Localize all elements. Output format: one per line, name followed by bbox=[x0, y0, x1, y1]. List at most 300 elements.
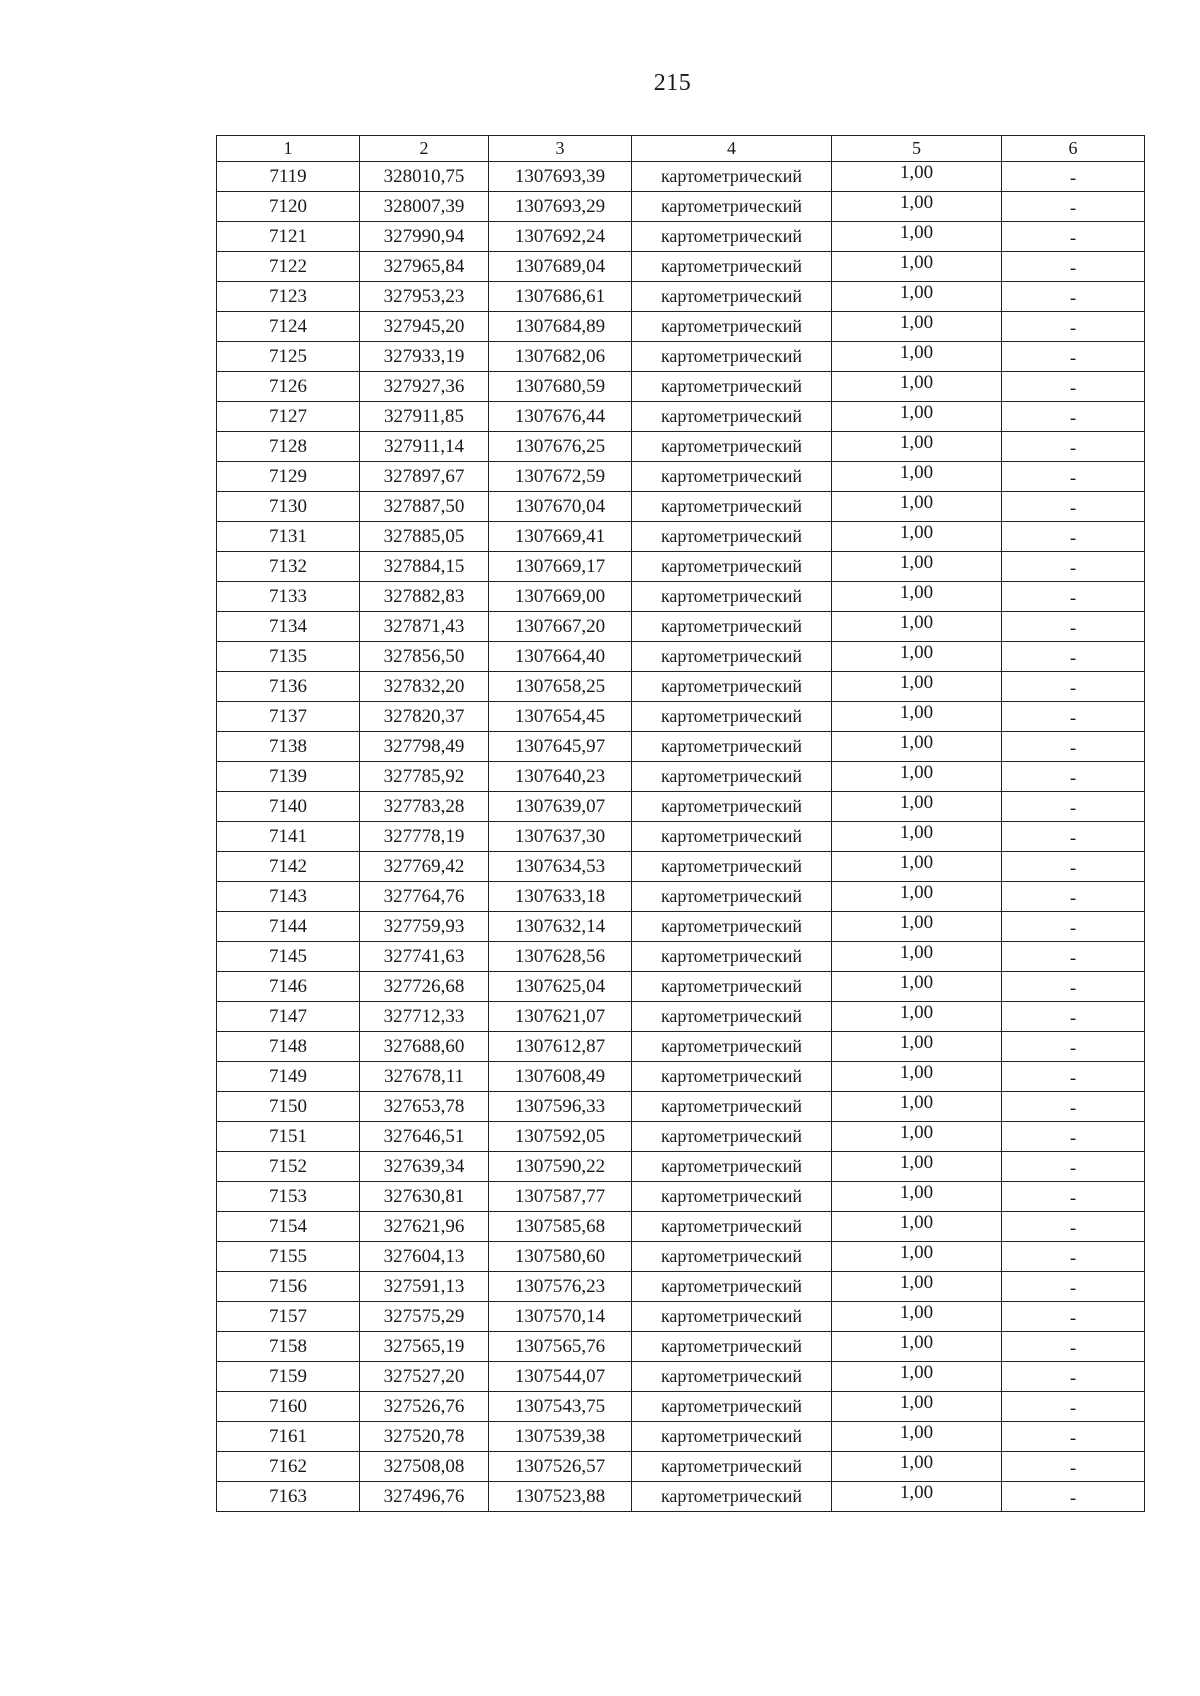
method-cell-text: картометрический bbox=[660, 796, 803, 816]
x-coordinate-cell-text: 327832,20 bbox=[383, 675, 465, 697]
table-row bbox=[217, 1452, 1145, 1482]
point-number-cell bbox=[217, 342, 360, 372]
y-coordinate-cell-text: 1307689,04 bbox=[514, 255, 606, 277]
note-cell bbox=[1002, 402, 1145, 432]
table-row bbox=[217, 402, 1145, 432]
point-number-cell-text: 7125 bbox=[269, 345, 307, 367]
point-number-cell-text: 7161 bbox=[269, 1425, 307, 1447]
method-cell bbox=[632, 1092, 832, 1122]
y-coordinate-cell-text: 1307625,04 bbox=[514, 975, 606, 997]
table-row bbox=[217, 1272, 1145, 1302]
table-header bbox=[217, 136, 1145, 162]
x-coordinate-cell bbox=[360, 1302, 489, 1332]
x-coordinate-cell bbox=[360, 642, 489, 672]
point-number-cell bbox=[217, 762, 360, 792]
method-cell-text: картометрический bbox=[660, 1486, 803, 1506]
table-row bbox=[217, 1332, 1145, 1362]
point-number-cell bbox=[217, 1482, 360, 1512]
accuracy-cell-text: 1,00 bbox=[899, 1451, 934, 1473]
x-coordinate-cell-text: 327630,81 bbox=[383, 1185, 465, 1207]
x-coordinate-cell-text: 327653,78 bbox=[383, 1095, 465, 1117]
accuracy-cell-text: 1,00 bbox=[899, 1211, 934, 1233]
x-coordinate-cell-text: 327759,93 bbox=[383, 915, 465, 937]
table-row bbox=[217, 342, 1145, 372]
table-row bbox=[217, 822, 1145, 852]
accuracy-cell bbox=[832, 282, 1002, 312]
y-coordinate-cell-text: 1307670,04 bbox=[514, 495, 606, 517]
point-number-cell bbox=[217, 1212, 360, 1242]
note-cell bbox=[1002, 702, 1145, 732]
x-coordinate-cell-text: 327526,76 bbox=[383, 1395, 465, 1417]
accuracy-cell bbox=[832, 1152, 1002, 1182]
y-coordinate-cell bbox=[489, 1242, 632, 1272]
note-cell-text: - bbox=[1069, 977, 1077, 999]
table-row bbox=[217, 492, 1145, 522]
method-cell bbox=[632, 612, 832, 642]
accuracy-cell-text: 1,00 bbox=[899, 371, 934, 393]
method-cell-text: картометрический bbox=[660, 766, 803, 786]
y-coordinate-cell-text: 1307672,59 bbox=[514, 465, 606, 487]
accuracy-cell-text: 1,00 bbox=[899, 1301, 934, 1323]
point-number-cell-text: 7150 bbox=[269, 1095, 307, 1117]
method-cell bbox=[632, 642, 832, 672]
y-coordinate-cell bbox=[489, 282, 632, 312]
table-row bbox=[217, 1422, 1145, 1452]
accuracy-cell-text: 1,00 bbox=[899, 791, 934, 813]
point-number-cell-text: 7163 bbox=[269, 1485, 307, 1507]
point-number-cell-text: 7123 bbox=[269, 285, 307, 307]
note-cell bbox=[1002, 462, 1145, 492]
y-coordinate-cell-text: 1307686,61 bbox=[514, 285, 606, 307]
point-number-cell bbox=[217, 1452, 360, 1482]
method-cell bbox=[632, 1422, 832, 1452]
accuracy-cell-text: 1,00 bbox=[899, 941, 934, 963]
table-row bbox=[217, 1482, 1145, 1512]
method-cell-text: картометрический bbox=[660, 826, 803, 846]
x-coordinate-cell-text: 327882,83 bbox=[383, 585, 465, 607]
note-cell bbox=[1002, 1392, 1145, 1422]
y-coordinate-cell bbox=[489, 1122, 632, 1152]
accuracy-cell bbox=[832, 612, 1002, 642]
point-number-cell bbox=[217, 1152, 360, 1182]
note-cell bbox=[1002, 1182, 1145, 1212]
note-cell bbox=[1002, 492, 1145, 522]
note-cell bbox=[1002, 282, 1145, 312]
x-coordinate-cell-text: 327778,19 bbox=[383, 825, 465, 847]
note-cell-text: - bbox=[1069, 797, 1077, 819]
point-number-cell bbox=[217, 1092, 360, 1122]
point-number-cell bbox=[217, 912, 360, 942]
table-row bbox=[217, 462, 1145, 492]
accuracy-cell bbox=[832, 642, 1002, 672]
x-coordinate-cell bbox=[360, 552, 489, 582]
table-row bbox=[217, 942, 1145, 972]
method-cell-text: картометрический bbox=[660, 436, 803, 456]
point-number-cell bbox=[217, 672, 360, 702]
x-coordinate-cell bbox=[360, 882, 489, 912]
point-number-cell-text: 7156 bbox=[269, 1275, 307, 1297]
table-row bbox=[217, 762, 1145, 792]
y-coordinate-cell bbox=[489, 372, 632, 402]
y-coordinate-cell-text: 1307628,56 bbox=[514, 945, 606, 967]
point-number-cell-text: 7157 bbox=[269, 1305, 307, 1327]
note-cell bbox=[1002, 1332, 1145, 1362]
column-header-3: 3 bbox=[489, 136, 632, 162]
accuracy-cell bbox=[832, 432, 1002, 462]
x-coordinate-cell-text: 327527,20 bbox=[383, 1365, 465, 1387]
y-coordinate-cell-text: 1307565,76 bbox=[514, 1335, 606, 1357]
y-coordinate-cell-text: 1307523,88 bbox=[514, 1485, 606, 1507]
x-coordinate-cell-text: 327769,42 bbox=[383, 855, 465, 877]
point-number-cell-text: 7160 bbox=[269, 1395, 307, 1417]
y-coordinate-cell-text: 1307585,68 bbox=[514, 1215, 606, 1237]
x-coordinate-cell-text: 327798,49 bbox=[383, 735, 465, 757]
note-cell bbox=[1002, 342, 1145, 372]
point-number-cell-text: 7143 bbox=[269, 885, 307, 907]
point-number-cell bbox=[217, 702, 360, 732]
method-cell-text: картометрический bbox=[660, 346, 803, 366]
method-cell bbox=[632, 252, 832, 282]
accuracy-cell bbox=[832, 402, 1002, 432]
y-coordinate-cell bbox=[489, 492, 632, 522]
x-coordinate-cell bbox=[360, 822, 489, 852]
table-row bbox=[217, 1302, 1145, 1332]
y-coordinate-cell-text: 1307544,07 bbox=[514, 1365, 606, 1387]
table-row bbox=[217, 642, 1145, 672]
point-number-cell bbox=[217, 642, 360, 672]
note-cell-text: - bbox=[1069, 887, 1077, 909]
x-coordinate-cell bbox=[360, 1122, 489, 1152]
method-cell bbox=[632, 1362, 832, 1392]
y-coordinate-cell-text: 1307526,57 bbox=[514, 1455, 606, 1477]
y-coordinate-cell bbox=[489, 252, 632, 282]
x-coordinate-cell bbox=[360, 1032, 489, 1062]
note-cell-text: - bbox=[1069, 1427, 1077, 1449]
table-row bbox=[217, 972, 1145, 1002]
method-cell bbox=[632, 582, 832, 612]
point-number-cell-text: 7128 bbox=[269, 435, 307, 457]
point-number-cell bbox=[217, 822, 360, 852]
note-cell bbox=[1002, 372, 1145, 402]
point-number-cell-text: 7151 bbox=[269, 1125, 307, 1147]
note-cell-text: - bbox=[1069, 257, 1077, 279]
point-number-cell bbox=[217, 372, 360, 402]
accuracy-cell bbox=[832, 1362, 1002, 1392]
y-coordinate-cell bbox=[489, 1092, 632, 1122]
x-coordinate-cell-text: 327764,76 bbox=[383, 885, 465, 907]
table-row bbox=[217, 882, 1145, 912]
x-coordinate-cell bbox=[360, 162, 489, 192]
point-number-cell bbox=[217, 252, 360, 282]
accuracy-cell bbox=[832, 1002, 1002, 1032]
note-cell-text: - bbox=[1069, 647, 1077, 669]
point-number-cell bbox=[217, 552, 360, 582]
point-number-cell-text: 7148 bbox=[269, 1035, 307, 1057]
x-coordinate-cell bbox=[360, 432, 489, 462]
note-cell bbox=[1002, 552, 1145, 582]
note-cell bbox=[1002, 1452, 1145, 1482]
method-cell-text: картометрический bbox=[660, 1036, 803, 1056]
point-number-cell-text: 7132 bbox=[269, 555, 307, 577]
method-cell bbox=[632, 492, 832, 522]
x-coordinate-cell bbox=[360, 222, 489, 252]
point-number-cell-text: 7152 bbox=[269, 1155, 307, 1177]
method-cell bbox=[632, 852, 832, 882]
point-number-cell bbox=[217, 222, 360, 252]
accuracy-cell-text: 1,00 bbox=[899, 221, 934, 243]
y-coordinate-cell bbox=[489, 1422, 632, 1452]
y-coordinate-cell bbox=[489, 222, 632, 252]
table-row bbox=[217, 732, 1145, 762]
note-cell-text: - bbox=[1069, 467, 1077, 489]
note-cell-text: - bbox=[1069, 347, 1077, 369]
note-cell bbox=[1002, 192, 1145, 222]
y-coordinate-cell bbox=[489, 1452, 632, 1482]
accuracy-cell-text: 1,00 bbox=[899, 1001, 934, 1023]
table-row bbox=[217, 282, 1145, 312]
y-coordinate-cell-text: 1307621,07 bbox=[514, 1005, 606, 1027]
method-cell bbox=[632, 1272, 832, 1302]
x-coordinate-cell-text: 327508,08 bbox=[383, 1455, 465, 1477]
method-cell bbox=[632, 432, 832, 462]
column-header-2: 2 bbox=[360, 136, 489, 162]
accuracy-cell bbox=[832, 582, 1002, 612]
note-cell-text: - bbox=[1069, 167, 1077, 189]
point-number-cell-text: 7135 bbox=[269, 645, 307, 667]
accuracy-cell-text: 1,00 bbox=[899, 971, 934, 993]
y-coordinate-cell-text: 1307669,17 bbox=[514, 555, 606, 577]
x-coordinate-cell bbox=[360, 582, 489, 612]
note-cell-text: - bbox=[1069, 587, 1077, 609]
x-coordinate-cell-text: 327887,50 bbox=[383, 495, 465, 517]
method-cell-text: картометрический bbox=[660, 1126, 803, 1146]
y-coordinate-cell bbox=[489, 192, 632, 222]
y-coordinate-cell bbox=[489, 972, 632, 1002]
point-number-cell bbox=[217, 192, 360, 222]
note-cell bbox=[1002, 432, 1145, 462]
method-cell bbox=[632, 522, 832, 552]
note-cell bbox=[1002, 1062, 1145, 1092]
accuracy-cell bbox=[832, 522, 1002, 552]
x-coordinate-cell bbox=[360, 972, 489, 1002]
note-cell-text: - bbox=[1069, 497, 1077, 519]
point-number-cell bbox=[217, 1032, 360, 1062]
accuracy-cell bbox=[832, 702, 1002, 732]
accuracy-cell bbox=[832, 552, 1002, 582]
method-cell-text: картометрический bbox=[660, 1186, 803, 1206]
table-row bbox=[217, 1242, 1145, 1272]
method-cell-text: картометрический bbox=[660, 856, 803, 876]
accuracy-cell-text: 1,00 bbox=[899, 251, 934, 273]
note-cell-text: - bbox=[1069, 917, 1077, 939]
note-cell-text: - bbox=[1069, 1247, 1077, 1269]
x-coordinate-cell-text: 327520,78 bbox=[383, 1425, 465, 1447]
method-cell bbox=[632, 372, 832, 402]
method-cell-text: картометрический bbox=[660, 706, 803, 726]
x-coordinate-cell-text: 327953,23 bbox=[383, 285, 465, 307]
note-cell bbox=[1002, 1002, 1145, 1032]
point-number-cell-text: 7154 bbox=[269, 1215, 307, 1237]
y-coordinate-cell-text: 1307669,41 bbox=[514, 525, 606, 547]
method-cell-text: картометрический bbox=[660, 1426, 803, 1446]
accuracy-cell bbox=[832, 1032, 1002, 1062]
note-cell-text: - bbox=[1069, 827, 1077, 849]
x-coordinate-cell-text: 327621,96 bbox=[383, 1215, 465, 1237]
point-number-cell-text: 7124 bbox=[269, 315, 307, 337]
x-coordinate-cell-text: 327820,37 bbox=[383, 705, 465, 727]
y-coordinate-cell-text: 1307682,06 bbox=[514, 345, 606, 367]
y-coordinate-cell-text: 1307676,25 bbox=[514, 435, 606, 457]
point-number-cell-text: 7127 bbox=[269, 405, 307, 427]
method-cell-text: картометрический bbox=[660, 586, 803, 606]
method-cell bbox=[632, 1122, 832, 1152]
accuracy-cell-text: 1,00 bbox=[899, 521, 934, 543]
point-number-cell-text: 7136 bbox=[269, 675, 307, 697]
y-coordinate-cell-text: 1307693,39 bbox=[514, 165, 606, 187]
accuracy-cell bbox=[832, 732, 1002, 762]
note-cell bbox=[1002, 1362, 1145, 1392]
x-coordinate-cell-text: 327591,13 bbox=[383, 1275, 465, 1297]
table-row bbox=[217, 1362, 1145, 1392]
y-coordinate-cell bbox=[489, 462, 632, 492]
point-number-cell bbox=[217, 1332, 360, 1362]
table-row bbox=[217, 1182, 1145, 1212]
y-coordinate-cell-text: 1307634,53 bbox=[514, 855, 606, 877]
y-coordinate-cell-text: 1307590,22 bbox=[514, 1155, 606, 1177]
note-cell-text: - bbox=[1069, 1217, 1077, 1239]
y-coordinate-cell-text: 1307637,30 bbox=[514, 825, 606, 847]
x-coordinate-cell bbox=[360, 282, 489, 312]
accuracy-cell-text: 1,00 bbox=[899, 641, 934, 663]
y-coordinate-cell bbox=[489, 1152, 632, 1182]
note-cell bbox=[1002, 852, 1145, 882]
note-cell-text: - bbox=[1069, 1367, 1077, 1389]
method-cell-text: картометрический bbox=[660, 1276, 803, 1296]
x-coordinate-cell-text: 327575,29 bbox=[383, 1305, 465, 1327]
x-coordinate-cell bbox=[360, 342, 489, 372]
method-cell-text: картометрический bbox=[660, 916, 803, 936]
table-row bbox=[217, 1212, 1145, 1242]
table-row bbox=[217, 252, 1145, 282]
method-cell-text: картометрический bbox=[660, 616, 803, 636]
page-number: 215 bbox=[653, 70, 692, 96]
table-row bbox=[217, 702, 1145, 732]
x-coordinate-cell-text: 327604,13 bbox=[383, 1245, 465, 1267]
table-row bbox=[217, 1002, 1145, 1032]
x-coordinate-cell bbox=[360, 792, 489, 822]
table-row bbox=[217, 852, 1145, 882]
method-cell-text: картометрический bbox=[660, 526, 803, 546]
method-cell bbox=[632, 402, 832, 432]
y-coordinate-cell bbox=[489, 732, 632, 762]
accuracy-cell bbox=[832, 1422, 1002, 1452]
x-coordinate-cell bbox=[360, 1152, 489, 1182]
y-coordinate-cell bbox=[489, 612, 632, 642]
accuracy-cell-text: 1,00 bbox=[899, 551, 934, 573]
column-header-5: 5 bbox=[832, 136, 1002, 162]
x-coordinate-cell-text: 327884,15 bbox=[383, 555, 465, 577]
note-cell bbox=[1002, 1212, 1145, 1242]
method-cell bbox=[632, 882, 832, 912]
note-cell-text: - bbox=[1069, 1157, 1077, 1179]
table-row bbox=[217, 912, 1145, 942]
note-cell-text: - bbox=[1069, 1397, 1077, 1419]
accuracy-cell bbox=[832, 1122, 1002, 1152]
table-row bbox=[217, 222, 1145, 252]
y-coordinate-cell-text: 1307612,87 bbox=[514, 1035, 606, 1057]
y-coordinate-cell bbox=[489, 1182, 632, 1212]
method-cell-text: картометрический bbox=[660, 1456, 803, 1476]
method-cell-text: картометрический bbox=[660, 1366, 803, 1386]
method-cell bbox=[632, 912, 832, 942]
method-cell-text: картометрический bbox=[660, 646, 803, 666]
point-number-cell bbox=[217, 162, 360, 192]
table-row bbox=[217, 372, 1145, 402]
note-cell-text: - bbox=[1069, 707, 1077, 729]
x-coordinate-cell bbox=[360, 1452, 489, 1482]
accuracy-cell-text: 1,00 bbox=[899, 1331, 934, 1353]
coordinates-table bbox=[216, 135, 1145, 1512]
method-cell bbox=[632, 942, 832, 972]
note-cell-text: - bbox=[1069, 737, 1077, 759]
y-coordinate-cell bbox=[489, 1002, 632, 1032]
header-row bbox=[217, 136, 1145, 162]
method-cell-text: картометрический bbox=[660, 676, 803, 696]
point-number-cell bbox=[217, 792, 360, 822]
point-number-cell-text: 7120 bbox=[269, 195, 307, 217]
table-row bbox=[217, 1062, 1145, 1092]
y-coordinate-cell-text: 1307576,23 bbox=[514, 1275, 606, 1297]
x-coordinate-cell bbox=[360, 1002, 489, 1032]
table-row bbox=[217, 1032, 1145, 1062]
y-coordinate-cell-text: 1307667,20 bbox=[514, 615, 606, 637]
accuracy-cell bbox=[832, 1212, 1002, 1242]
table-row bbox=[217, 192, 1145, 222]
y-coordinate-cell-text: 1307680,59 bbox=[514, 375, 606, 397]
method-cell bbox=[632, 702, 832, 732]
y-coordinate-cell-text: 1307592,05 bbox=[514, 1125, 606, 1147]
method-cell bbox=[632, 1482, 832, 1512]
y-coordinate-cell bbox=[489, 1302, 632, 1332]
table-row bbox=[217, 672, 1145, 702]
point-number-cell bbox=[217, 492, 360, 522]
x-coordinate-cell bbox=[360, 1392, 489, 1422]
accuracy-cell-text: 1,00 bbox=[899, 731, 934, 753]
accuracy-cell-text: 1,00 bbox=[899, 311, 934, 333]
method-cell bbox=[632, 1032, 832, 1062]
accuracy-cell-text: 1,00 bbox=[899, 1181, 934, 1203]
column-header-4: 4 bbox=[632, 136, 832, 162]
method-cell-text: картометрический bbox=[660, 196, 803, 216]
note-cell-text: - bbox=[1069, 617, 1077, 639]
point-number-cell bbox=[217, 462, 360, 492]
accuracy-cell-text: 1,00 bbox=[899, 1091, 934, 1113]
x-coordinate-cell-text: 327688,60 bbox=[383, 1035, 465, 1057]
y-coordinate-cell-text: 1307639,07 bbox=[514, 795, 606, 817]
accuracy-cell-text: 1,00 bbox=[899, 1061, 934, 1083]
note-cell bbox=[1002, 732, 1145, 762]
x-coordinate-cell bbox=[360, 462, 489, 492]
point-number-cell bbox=[217, 1062, 360, 1092]
y-coordinate-cell-text: 1307543,75 bbox=[514, 1395, 606, 1417]
point-number-cell-text: 7142 bbox=[269, 855, 307, 877]
note-cell bbox=[1002, 222, 1145, 252]
note-cell-text: - bbox=[1069, 1067, 1077, 1089]
point-number-cell-text: 7162 bbox=[269, 1455, 307, 1477]
y-coordinate-cell-text: 1307570,14 bbox=[514, 1305, 606, 1327]
accuracy-cell bbox=[832, 462, 1002, 492]
point-number-cell-text: 7145 bbox=[269, 945, 307, 967]
